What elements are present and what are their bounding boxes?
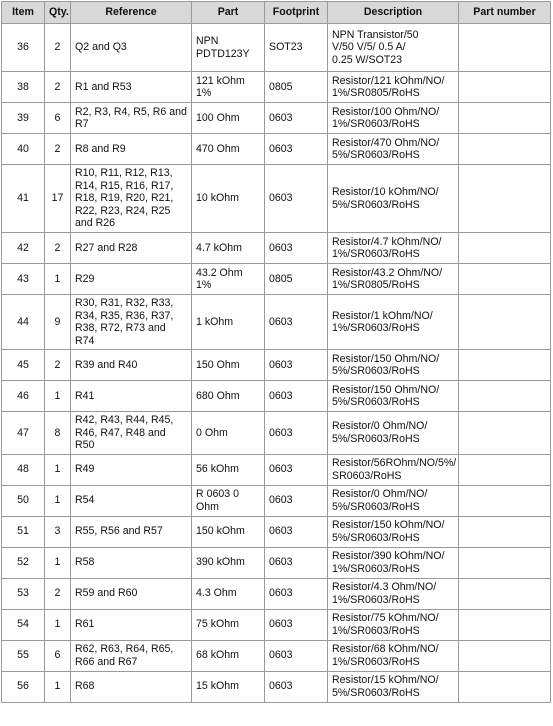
cell-part-number <box>459 350 551 381</box>
header-part-number: Part number <box>459 2 551 24</box>
cell-description: Resistor/4.7 kOhm/NO/ 1%/SR0603/RoHS <box>328 233 459 264</box>
cell-item: 39 <box>2 103 45 134</box>
cell-part: 680 Ohm <box>192 381 265 412</box>
table-row <box>2 72 551 103</box>
header-row <box>2 2 551 24</box>
cell-item: 41 <box>2 165 45 233</box>
cell-part-number <box>459 578 551 609</box>
header-reference: Reference <box>71 2 192 24</box>
header-footprint: Footprint <box>265 2 328 24</box>
cell-reference: R55, R56 and R57 <box>71 516 192 547</box>
cell-reference: R58 <box>71 547 192 578</box>
cell-qty: 17 <box>45 165 71 233</box>
cell-part-number <box>459 671 551 702</box>
cell-part: 100 Ohm <box>192 103 265 134</box>
cell-qty: 2 <box>45 24 71 72</box>
cell-item: 52 <box>2 547 45 578</box>
cell-part: 150 kOhm <box>192 516 265 547</box>
cell-footprint: 0603 <box>265 233 328 264</box>
cell-item: 48 <box>2 454 45 485</box>
cell-qty: 1 <box>45 485 71 516</box>
table-row <box>2 454 551 485</box>
cell-part: 56 kOhm <box>192 454 265 485</box>
cell-item: 43 <box>2 264 45 295</box>
table-row <box>2 165 551 233</box>
cell-description: Resistor/1 kOhm/NO/ 1%/SR0603/RoHS <box>328 295 459 350</box>
cell-part: 470 Ohm <box>192 134 265 165</box>
cell-qty: 9 <box>45 295 71 350</box>
cell-item: 44 <box>2 295 45 350</box>
cell-description: Resistor/121 kOhm/NO/ 1%/SR0805/RoHS <box>328 72 459 103</box>
cell-item: 46 <box>2 381 45 412</box>
cell-description: Resistor/390 kOhm/NO/ 1%/SR0603/RoHS <box>328 547 459 578</box>
cell-description: Resistor/10 kOhm/NO/ 5%/SR0603/RoHS <box>328 165 459 233</box>
cell-qty: 2 <box>45 134 71 165</box>
table-row <box>2 671 551 702</box>
cell-part: 121 kOhm 1% <box>192 72 265 103</box>
cell-footprint: SOT23 <box>265 24 328 72</box>
cell-part: 0 Ohm <box>192 412 265 455</box>
cell-part: 10 kOhm <box>192 165 265 233</box>
cell-part-number <box>459 295 551 350</box>
cell-part: 150 Ohm <box>192 350 265 381</box>
cell-part-number <box>459 24 551 72</box>
cell-part: 1 kOhm <box>192 295 265 350</box>
bom-table-body <box>2 24 551 703</box>
cell-description: Resistor/150 kOhm/NO/ 5%/SR0603/RoHS <box>328 516 459 547</box>
cell-part: NPN PDTD123Y <box>192 24 265 72</box>
cell-description: Resistor/15 kOhm/NO/ 5%/SR0603/RoHS <box>328 671 459 702</box>
cell-part-number <box>459 412 551 455</box>
cell-item: 40 <box>2 134 45 165</box>
cell-footprint: 0805 <box>265 264 328 295</box>
table-row <box>2 609 551 640</box>
cell-item: 47 <box>2 412 45 455</box>
cell-part: R 0603 0 Ohm <box>192 485 265 516</box>
cell-part-number <box>459 165 551 233</box>
table-row <box>2 640 551 671</box>
cell-reference: R8 and R9 <box>71 134 192 165</box>
cell-footprint: 0603 <box>265 295 328 350</box>
cell-part: 15 kOhm <box>192 671 265 702</box>
cell-item: 56 <box>2 671 45 702</box>
cell-part: 43.2 Ohm 1% <box>192 264 265 295</box>
cell-description: Resistor/4.3 Ohm/NO/ 1%/SR0603/RoHS <box>328 578 459 609</box>
cell-footprint: 0603 <box>265 412 328 455</box>
cell-description: Resistor/43.2 Ohm/NO/ 1%/SR0805/RoHS <box>328 264 459 295</box>
cell-footprint: 0603 <box>265 640 328 671</box>
cell-description: Resistor/150 Ohm/NO/ 5%/SR0603/RoHS <box>328 350 459 381</box>
bom-table <box>1 1 551 703</box>
cell-item: 53 <box>2 578 45 609</box>
cell-part-number <box>459 134 551 165</box>
cell-reference: R54 <box>71 485 192 516</box>
cell-part-number <box>459 609 551 640</box>
cell-qty: 6 <box>45 640 71 671</box>
header-part: Part <box>192 2 265 24</box>
cell-qty: 6 <box>45 103 71 134</box>
cell-description: Resistor/75 kOhm/NO/ 1%/SR0603/RoHS <box>328 609 459 640</box>
cell-footprint: 0603 <box>265 671 328 702</box>
header-item: Item <box>2 2 45 24</box>
cell-part-number <box>459 547 551 578</box>
cell-description: Resistor/0 Ohm/NO/ 5%/SR0603/RoHS <box>328 412 459 455</box>
bom-table-header <box>2 2 551 24</box>
cell-qty: 1 <box>45 454 71 485</box>
table-row <box>2 547 551 578</box>
cell-item: 51 <box>2 516 45 547</box>
table-row <box>2 350 551 381</box>
cell-reference: R59 and R60 <box>71 578 192 609</box>
cell-qty: 1 <box>45 264 71 295</box>
cell-qty: 1 <box>45 671 71 702</box>
cell-reference: R41 <box>71 381 192 412</box>
cell-qty: 2 <box>45 350 71 381</box>
cell-reference: R1 and R53 <box>71 72 192 103</box>
cell-item: 38 <box>2 72 45 103</box>
cell-footprint: 0603 <box>265 547 328 578</box>
cell-reference: R29 <box>71 264 192 295</box>
cell-footprint: 0603 <box>265 134 328 165</box>
cell-reference: R42, R43, R44, R45, R46, R47, R48 and R50 <box>71 412 192 455</box>
cell-item: 50 <box>2 485 45 516</box>
cell-qty: 2 <box>45 233 71 264</box>
cell-reference: R27 and R28 <box>71 233 192 264</box>
cell-reference: R30, R31, R32, R33, R34, R35, R36, R37, R38, R72, R73 and R74 <box>71 295 192 350</box>
cell-reference: R68 <box>71 671 192 702</box>
cell-item: 55 <box>2 640 45 671</box>
cell-reference: R62, R63, R64, R65, R66 and R67 <box>71 640 192 671</box>
cell-part-number <box>459 72 551 103</box>
cell-part: 4.7 kOhm <box>192 233 265 264</box>
header-qty: Qty. <box>45 2 71 24</box>
cell-footprint: 0603 <box>265 165 328 233</box>
cell-footprint: 0603 <box>265 578 328 609</box>
cell-footprint: 0805 <box>265 72 328 103</box>
cell-footprint: 0603 <box>265 103 328 134</box>
cell-qty: 1 <box>45 547 71 578</box>
cell-item: 54 <box>2 609 45 640</box>
cell-qty: 2 <box>45 72 71 103</box>
cell-footprint: 0603 <box>265 485 328 516</box>
table-row <box>2 412 551 455</box>
cell-qty: 1 <box>45 381 71 412</box>
cell-description: Resistor/100 Ohm/NO/ 1%/SR0603/RoHS <box>328 103 459 134</box>
table-row <box>2 381 551 412</box>
cell-description: Resistor/56ROhm/NO/5%/ SR0603/RoHS <box>328 454 459 485</box>
cell-footprint: 0603 <box>265 454 328 485</box>
cell-description: Resistor/470 Ohm/NO/ 5%/SR0603/RoHS <box>328 134 459 165</box>
cell-qty: 2 <box>45 578 71 609</box>
cell-description: Resistor/150 Ohm/NO/ 5%/SR0603/RoHS <box>328 381 459 412</box>
cell-reference: R61 <box>71 609 192 640</box>
cell-part-number <box>459 640 551 671</box>
cell-part: 75 kOhm <box>192 609 265 640</box>
table-row <box>2 264 551 295</box>
cell-part-number <box>459 381 551 412</box>
cell-reference: R49 <box>71 454 192 485</box>
cell-qty: 3 <box>45 516 71 547</box>
cell-description: NPN Transistor/50 V/50 V/5/ 0.5 A/ 0.25 W/SOT23 <box>328 24 459 72</box>
cell-part: 68 kOhm <box>192 640 265 671</box>
cell-item: 45 <box>2 350 45 381</box>
table-row <box>2 516 551 547</box>
cell-qty: 8 <box>45 412 71 455</box>
cell-description: Resistor/68 kOhm/NO/ 1%/SR0603/RoHS <box>328 640 459 671</box>
cell-footprint: 0603 <box>265 350 328 381</box>
cell-reference: Q2 and Q3 <box>71 24 192 72</box>
cell-part-number <box>459 454 551 485</box>
table-row <box>2 134 551 165</box>
table-row <box>2 103 551 134</box>
cell-item: 42 <box>2 233 45 264</box>
cell-part-number <box>459 516 551 547</box>
cell-reference: R10, R11, R12, R13, R14, R15, R16, R17, R18, R19, R20, R21, R22, R23, R24, R25 and R26 <box>71 165 192 233</box>
cell-qty: 1 <box>45 609 71 640</box>
cell-footprint: 0603 <box>265 381 328 412</box>
table-row <box>2 233 551 264</box>
table-row <box>2 578 551 609</box>
cell-part: 4.3 Ohm <box>192 578 265 609</box>
table-row <box>2 485 551 516</box>
cell-footprint: 0603 <box>265 516 328 547</box>
table-row <box>2 24 551 72</box>
cell-part-number <box>459 233 551 264</box>
cell-part: 390 kOhm <box>192 547 265 578</box>
cell-footprint: 0603 <box>265 609 328 640</box>
cell-part-number <box>459 485 551 516</box>
cell-part-number <box>459 103 551 134</box>
cell-part-number <box>459 264 551 295</box>
cell-item: 36 <box>2 24 45 72</box>
cell-reference: R2, R3, R4, R5, R6 and R7 <box>71 103 192 134</box>
cell-description: Resistor/0 Ohm/NO/ 5%/SR0603/RoHS <box>328 485 459 516</box>
header-description: Description <box>328 2 459 24</box>
table-row <box>2 295 551 350</box>
cell-reference: R39 and R40 <box>71 350 192 381</box>
